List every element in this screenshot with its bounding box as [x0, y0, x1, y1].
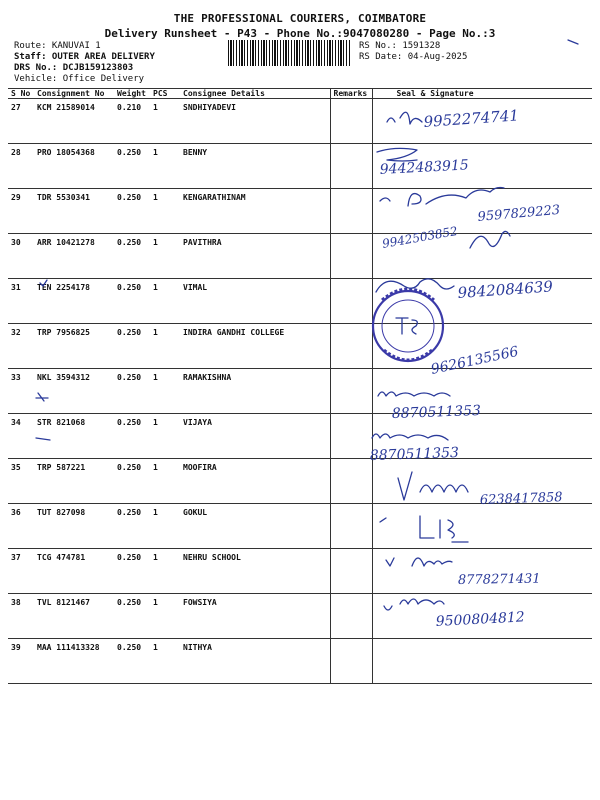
- cell-weight: 0.250: [114, 549, 150, 594]
- cell-consignment: TDR 5530341: [34, 189, 114, 234]
- signature-phone: 8778271431: [457, 571, 541, 588]
- signature-scribble: [387, 112, 422, 124]
- cell-pcs: 1: [150, 594, 180, 639]
- route-label: Route: KANUVAI 1: [14, 41, 101, 51]
- signature-phone: 9442483915: [379, 157, 470, 178]
- runsheet-title: THE PROFESSIONAL COURIERS, COIMBATORE: [173, 12, 427, 25]
- cell-weight: 0.250: [114, 594, 150, 639]
- cell-consignment: KCM 21589014: [34, 99, 114, 144]
- signature-phone: 9942503852: [381, 223, 459, 251]
- cell-sno: 33: [8, 369, 34, 414]
- stamp-monogram: [396, 318, 417, 334]
- cell-consignment: TEN 2254178: [34, 279, 114, 324]
- pen-mark: [36, 393, 48, 401]
- cell-pcs: 1: [150, 414, 180, 459]
- cell-pcs: 1: [150, 234, 180, 279]
- rs-number: RS No.: 1591328: [359, 41, 441, 51]
- signature-phone: 9626135566: [429, 343, 520, 378]
- cell-sno: 38: [8, 594, 34, 639]
- signature-phone: 9597829223: [477, 202, 561, 225]
- cell-weight: 0.250: [114, 639, 150, 684]
- cell-sno: 37: [8, 549, 34, 594]
- cell-weight: 0.250: [114, 144, 150, 189]
- pen-mark: [568, 40, 578, 44]
- cell-sno: 29: [8, 189, 34, 234]
- cell-consignee: SNDHIYADEVI: [180, 99, 330, 144]
- cell-sno: 35: [8, 459, 34, 504]
- cell-weight: 0.250: [114, 189, 150, 234]
- col-header-consignee: Consignee Details: [180, 89, 330, 99]
- cell-sno: 31: [8, 279, 34, 324]
- signature-scribble: [380, 516, 454, 538]
- cell-consignment: TCG 474781: [34, 549, 114, 594]
- cell-pcs: 1: [150, 279, 180, 324]
- cell-consignment: ARR 10421278: [34, 234, 114, 279]
- cell-pcs: 1: [150, 459, 180, 504]
- cell-consignee: KENGARATHINAM: [180, 189, 330, 234]
- cell-pcs: 1: [150, 369, 180, 414]
- col-header-remarks: Remarks: [330, 89, 372, 99]
- cell-consignee: FOWSIYA: [180, 594, 330, 639]
- cell-sno: 30: [8, 234, 34, 279]
- stamp-inner-ring: [382, 300, 434, 352]
- signature-phone: 8870511353: [369, 444, 460, 464]
- cell-consignment: TRP 7956825: [34, 324, 114, 369]
- signature-scribble: [380, 188, 504, 207]
- col-header-pcs: PCS: [150, 89, 180, 99]
- office-stamp: [373, 289, 443, 361]
- signature-scribble: [386, 558, 452, 566]
- cell-consignee: BENNY: [180, 144, 330, 189]
- cell-consignment: MAA 111413328: [34, 639, 114, 684]
- cell-consignee: PAVITHRA: [180, 234, 330, 279]
- cell-pcs: 1: [150, 144, 180, 189]
- signature-scribble: [378, 392, 450, 396]
- stamp-outer-ring: [373, 291, 443, 361]
- signature-phone: 8870511353: [391, 402, 482, 422]
- runsheet-subtitle: Delivery Runsheet - P43 - Phone No.:9047080280 - Page No.:3: [104, 27, 496, 40]
- col-header-signature: Seal & Signature: [372, 89, 592, 99]
- signature-phone: 9952274741: [423, 106, 520, 131]
- cell-consignment: TVL 8121467: [34, 594, 114, 639]
- col-header-consignment: Consignment No: [34, 89, 114, 99]
- cell-consignment: NKL 3594312: [34, 369, 114, 414]
- col-header-weight: Weight: [114, 89, 150, 99]
- cell-weight: 0.250: [114, 459, 150, 504]
- cell-sno: 36: [8, 504, 34, 549]
- signature-scribble: [384, 599, 444, 610]
- cell-weight: 0.210: [114, 99, 150, 144]
- signature-scribble: [377, 148, 417, 161]
- cell-pcs: 1: [150, 504, 180, 549]
- cell-consignee: VIJAYA: [180, 414, 330, 459]
- cell-sno: 32: [8, 324, 34, 369]
- tick-mark: [40, 280, 47, 286]
- cell-weight: 0.250: [114, 234, 150, 279]
- cell-consignment: STR 821068: [34, 414, 114, 459]
- cell-pcs: 1: [150, 639, 180, 684]
- cell-weight: 0.250: [114, 324, 150, 369]
- drs-number: DRS No.: DCJB159123803: [14, 63, 134, 73]
- cell-sno: 34: [8, 414, 34, 459]
- cell-consignment: TRP 587221: [34, 459, 114, 504]
- cell-weight: 0.250: [114, 369, 150, 414]
- pen-mark: [36, 438, 50, 440]
- cell-consignee: NITHYA: [180, 639, 330, 684]
- cell-pcs: 1: [150, 324, 180, 369]
- cell-pcs: 1: [150, 99, 180, 144]
- rs-date: RS Date: 04-Aug-2025: [359, 52, 468, 62]
- signature-scribble: [470, 231, 510, 248]
- staff-label: Staff: OUTER AREA DELIVERY: [14, 52, 155, 62]
- signature-phone: 9500804812: [435, 609, 526, 630]
- signature-scribble: [372, 434, 448, 440]
- cell-weight: 0.250: [114, 504, 150, 549]
- cell-consignee: GOKUL: [180, 504, 330, 549]
- col-header-sno: S No: [8, 89, 34, 99]
- signature-phone: 9842084639: [457, 277, 554, 302]
- vehicle-label: Vehicle: Office Delivery: [14, 74, 145, 84]
- cell-pcs: 1: [150, 189, 180, 234]
- cell-pcs: 1: [150, 549, 180, 594]
- cell-sno: 27: [8, 99, 34, 144]
- cell-consignment: TUT 827098: [34, 504, 114, 549]
- cell-sno: 39: [8, 639, 34, 684]
- cell-consignee: NEHRU SCHOOL: [180, 549, 330, 594]
- signature-phone: 6238417858: [479, 490, 563, 508]
- cell-consignee: INDIRA GANDHI COLLEGE: [180, 324, 330, 369]
- cell-weight: 0.250: [114, 414, 150, 459]
- cell-consignment: PRO 18054368: [34, 144, 114, 189]
- cell-consignee: VIMAL: [180, 279, 330, 324]
- cell-consignee: MOOFIRA: [180, 459, 330, 504]
- cell-weight: 0.250: [114, 279, 150, 324]
- cell-consignee: RAMAKISHNA: [180, 369, 330, 414]
- cell-sno: 28: [8, 144, 34, 189]
- signature-scribble: [398, 472, 468, 500]
